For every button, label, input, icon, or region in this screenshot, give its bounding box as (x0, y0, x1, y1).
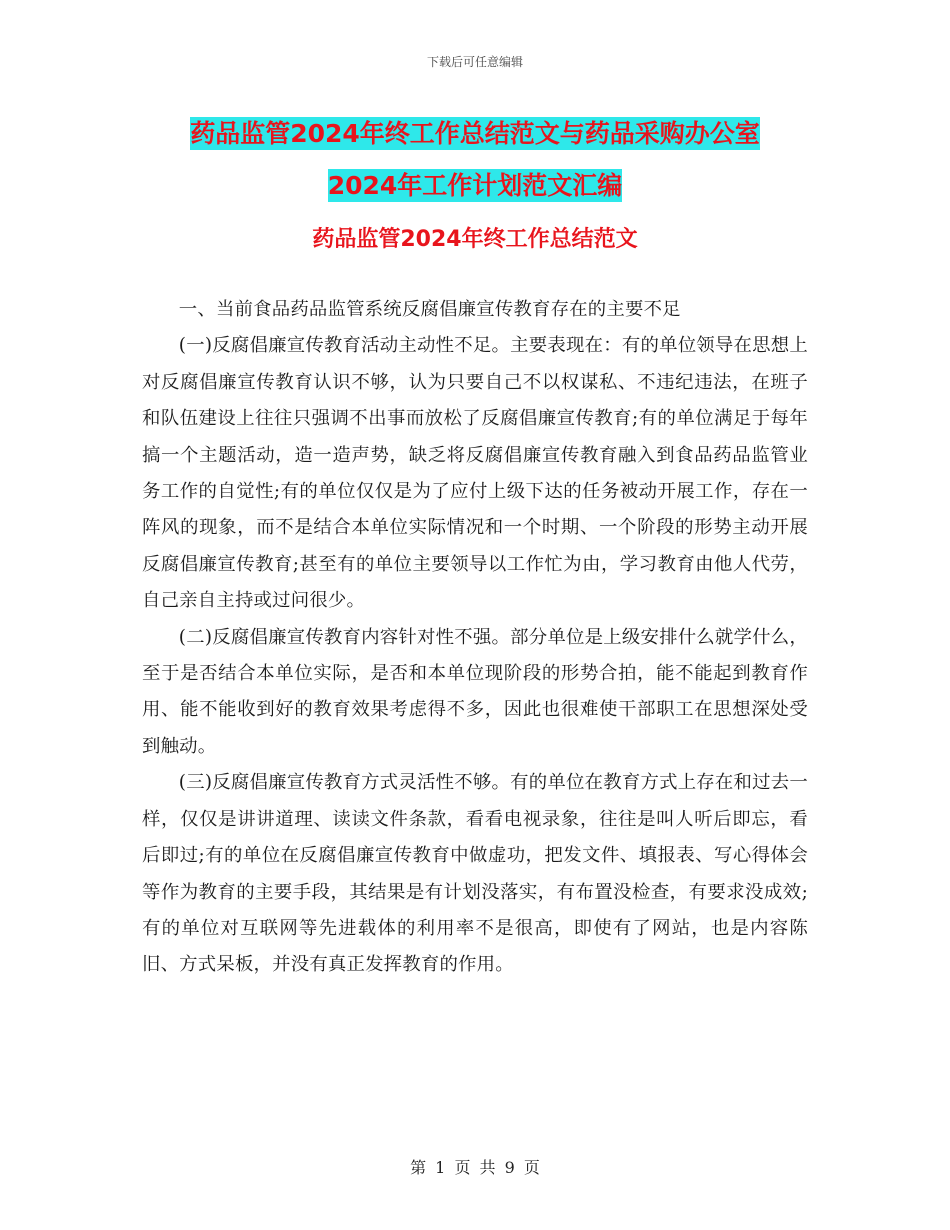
page-number: 第 1 页 共 9 页 (410, 1158, 540, 1177)
paragraph: (一)反腐倡廉宣传教育活动主动性不足。主要表现在：有的单位领导在思想上对反腐倡廉宣传教育认识不够，认为只要自己不以权谋私、不违纪违法，在班子和队伍建设上往往只强调不出事而放松了反腐倡廉宣传教育;有的单位满足于每年搞一个主题活动，造一造声势，缺乏将反腐倡廉宣传教育融入到食品药品监管业务工作的自觉性;有的单位仅仅是为了应付上级下达的任务被动开展工作，存在一阵风的现象，而不是结合本单位实际情况和一个时期、一个阶段的形势主动开展反腐倡廉宣传教育;甚至有的单位主要领导以工作忙为由，学习教育由他人代劳，自己亲自主持或过问很少。 (142, 335, 808, 612)
document-title-line2: 2024年工作计划范文汇编 (327, 171, 623, 200)
section-title: 药品监管2024年终工作总结范文 (312, 227, 638, 252)
document-title (140, 108, 810, 212)
header-note: 下载后可任意编辑 (426, 55, 523, 69)
paragraph: (二)反腐倡廉宣传教育内容针对性不强。部分单位是上级安排什么就学什么，至于是否结合本单位实际，是否和本单位现阶段的形势合拍，能不能起到教育作用、能不能收到好的教育效果考虑得不多，因此也很难使干部职工在思想深处受到触动。 (142, 626, 808, 757)
document-body (142, 292, 808, 984)
paragraph: (三)反腐倡廉宣传教育方式灵活性不够。有的单位在教育方式上存在和过去一样，仅仅是讲讲道理、读读文件条款，看看电视录象，往往是叫人听后即忘，看后即过;有的单位在反腐倡廉宣传教育中做虚功，把发文件、填报表、写心得体会等作为教育的主要手段，其结果是有计划没落实，有布置没检查，有要求没成效;有的单位对互联网等先进载体的利用率不是很高，即使有了网站，也是内容陈旧、方式呆板，并没有真正发挥教育的作用。 (142, 772, 808, 976)
document-title-line1: 药品监管2024年终工作总结范文与药品采购办公室 (190, 119, 760, 148)
paragraph-heading: 一、当前食品药品监管系统反腐倡廉宣传教育存在的主要不足 (178, 299, 681, 320)
